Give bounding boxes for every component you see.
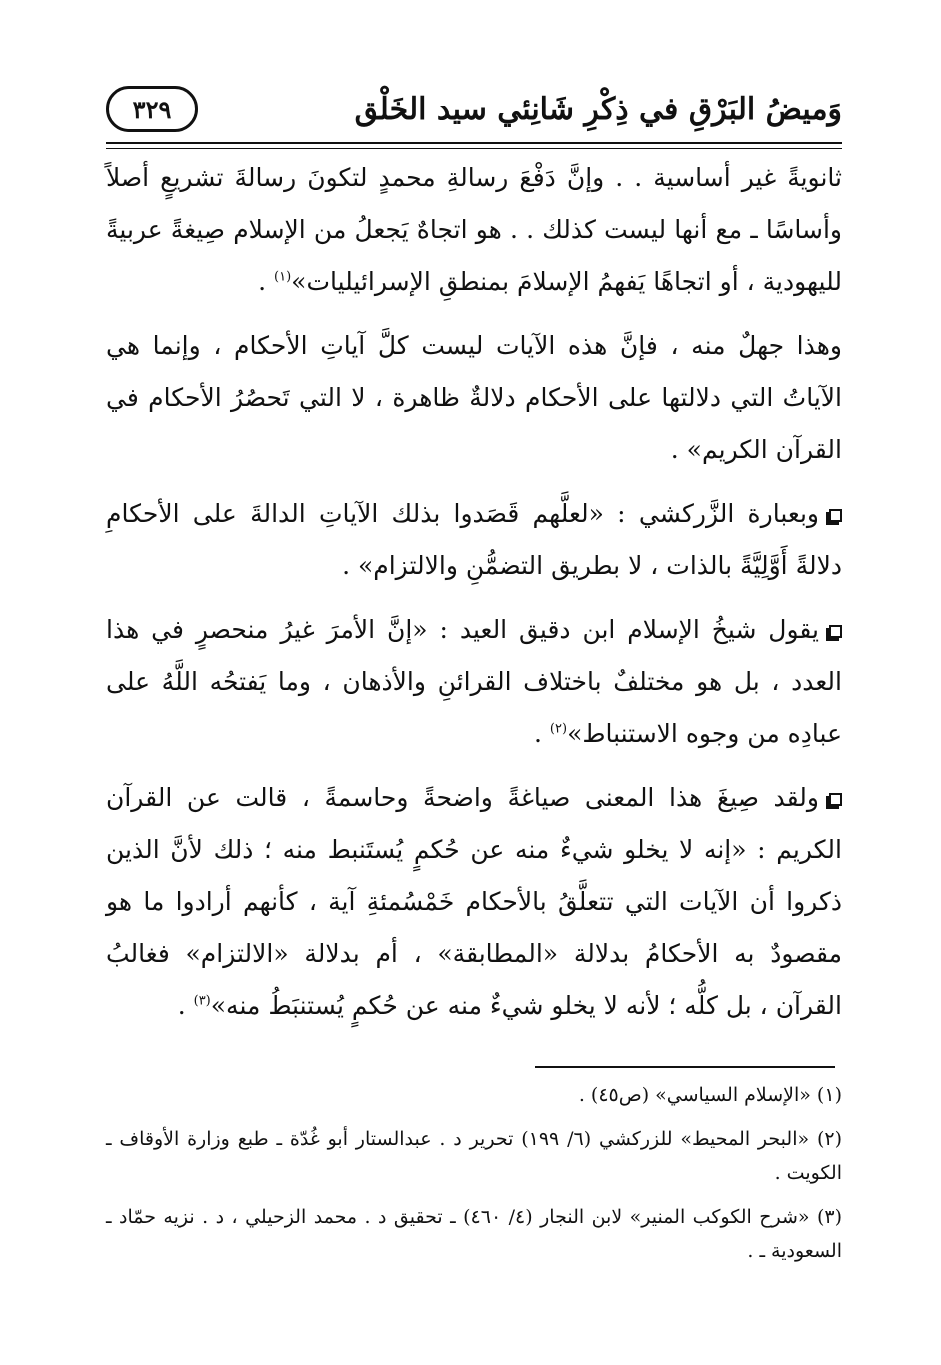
header-rule [106,142,842,144]
footnote-ref-2: (٢) [549,721,568,737]
paragraph-4-text: يقول شيخُ الإسلام ابن دقيق العيد : «إنَّ الأمرَ غيرُ منحصرٍ في هذا العدد ، بل هو مختلفٌ باختلاف القرائنِ والأذهان ، وما يَفتحُه اللَّهُ على عبادِه من وجوه الاستنباط» [106,615,842,748]
running-title: وَميضُ البَرْقِ في ذِكْرِ شَانِئي سيد الخَلْق [354,92,842,127]
footnote-2: (٢) «البحر المحيط» للزركشي (٦/ ١٩٩) تحرير د . عبدالستار أبو غُدّة ـ طبع وزارة الأوقاف ـ الكويت . [106,1128,842,1184]
paragraph-5-text: ولقد صِيغَ هذا المعنى صياغةً واضحةً وحاسمةً ، قالت عن القرآن الكريم : «إنه لا يخلو شيءٌ منه عن حُكمٍ يُستَنبط منه ؛ ذلك لأنَّ الذين ذكروا أن الآيات التي تتعلَّقُ بالأحكام خَمْسُمئةِ آية ، كأنهم أرادوا ما هو مقصودٌ به الأحكامُ بدلالة «المطابقة» ، أم بدلالة «الالتزام» فغالبُ القرآن ، بل كلُّه ؛ لأنه لا يخلو شيءٌ منه عن حُكمٍ يُستنبَطُ منه» [106,783,842,1020]
main-text [106,152,842,1044]
paragraph-1 [106,152,842,308]
footnote-1: (١) «الإسلام السياسي» (ص٤٥) . [578,1084,842,1106]
square-bullet-icon [829,509,842,522]
paragraph-4-end: . [534,719,550,748]
paragraph-4 [106,604,842,760]
paragraph-3 [106,488,842,592]
paragraph-2 [106,320,842,476]
paragraph-5 [106,772,842,1032]
paragraph-5-end: . [177,991,194,1020]
footnote-ref-1: (١) [274,269,292,285]
paragraph-2-text: وهذا جهلٌ منه ، فإنَّ هذه الآيات ليست كلَّ آياتِ الأحكام ، وإنما هي الآياتُ التي دلالتها على الأحكام دلالةٌ ظاهرة ، لا التي تَحصُرُ الأحكام في القرآن الكريم» . [106,331,842,464]
footnote-ref-3: (٣) [193,993,211,1009]
footnote-separator [535,1066,835,1068]
paragraph-1-text: ثانويةً غير أساسية . . وإنَّ دَفْعَ رسالةِ محمدٍ لتكونَ رسالةَ تشريعٍ أصلاً وأساسًا ـ مع أنها ليست كذلك . . هو اتجاهٌ يَجعلُ من الإسلام صِيغةً عربيةً لليهودية ، أو اتجاهًا يَفهمُ الإسلامَ بمنطقِ الإسرائيليات» [106,163,842,296]
page-number: ٣٢٩ [106,86,198,132]
square-bullet-icon [829,793,842,806]
paragraph-1-end: . [258,267,275,296]
header-rule-thin [106,148,842,149]
page-header [106,86,842,142]
footnote-3: (٣) «شرح الكوكب المنير» لابن النجار (٤/ ٤٦٠) ـ تحقيق د . محمد الزحيلي ، د . نزيه حمّاد ـ السعودية ـ . [106,1206,842,1262]
paragraph-3-text: وبعبارة الزَّركشي : «لعلَّهم قَصَدوا بذلك الآياتِ الدالةَ على الأحكامِ دلالةً أَوَّلِيَّةً بالذات ، لا بطريق التضمُّنِ والالتزام» . [106,499,842,580]
footnotes [106,1078,842,1278]
square-bullet-icon [829,625,842,638]
